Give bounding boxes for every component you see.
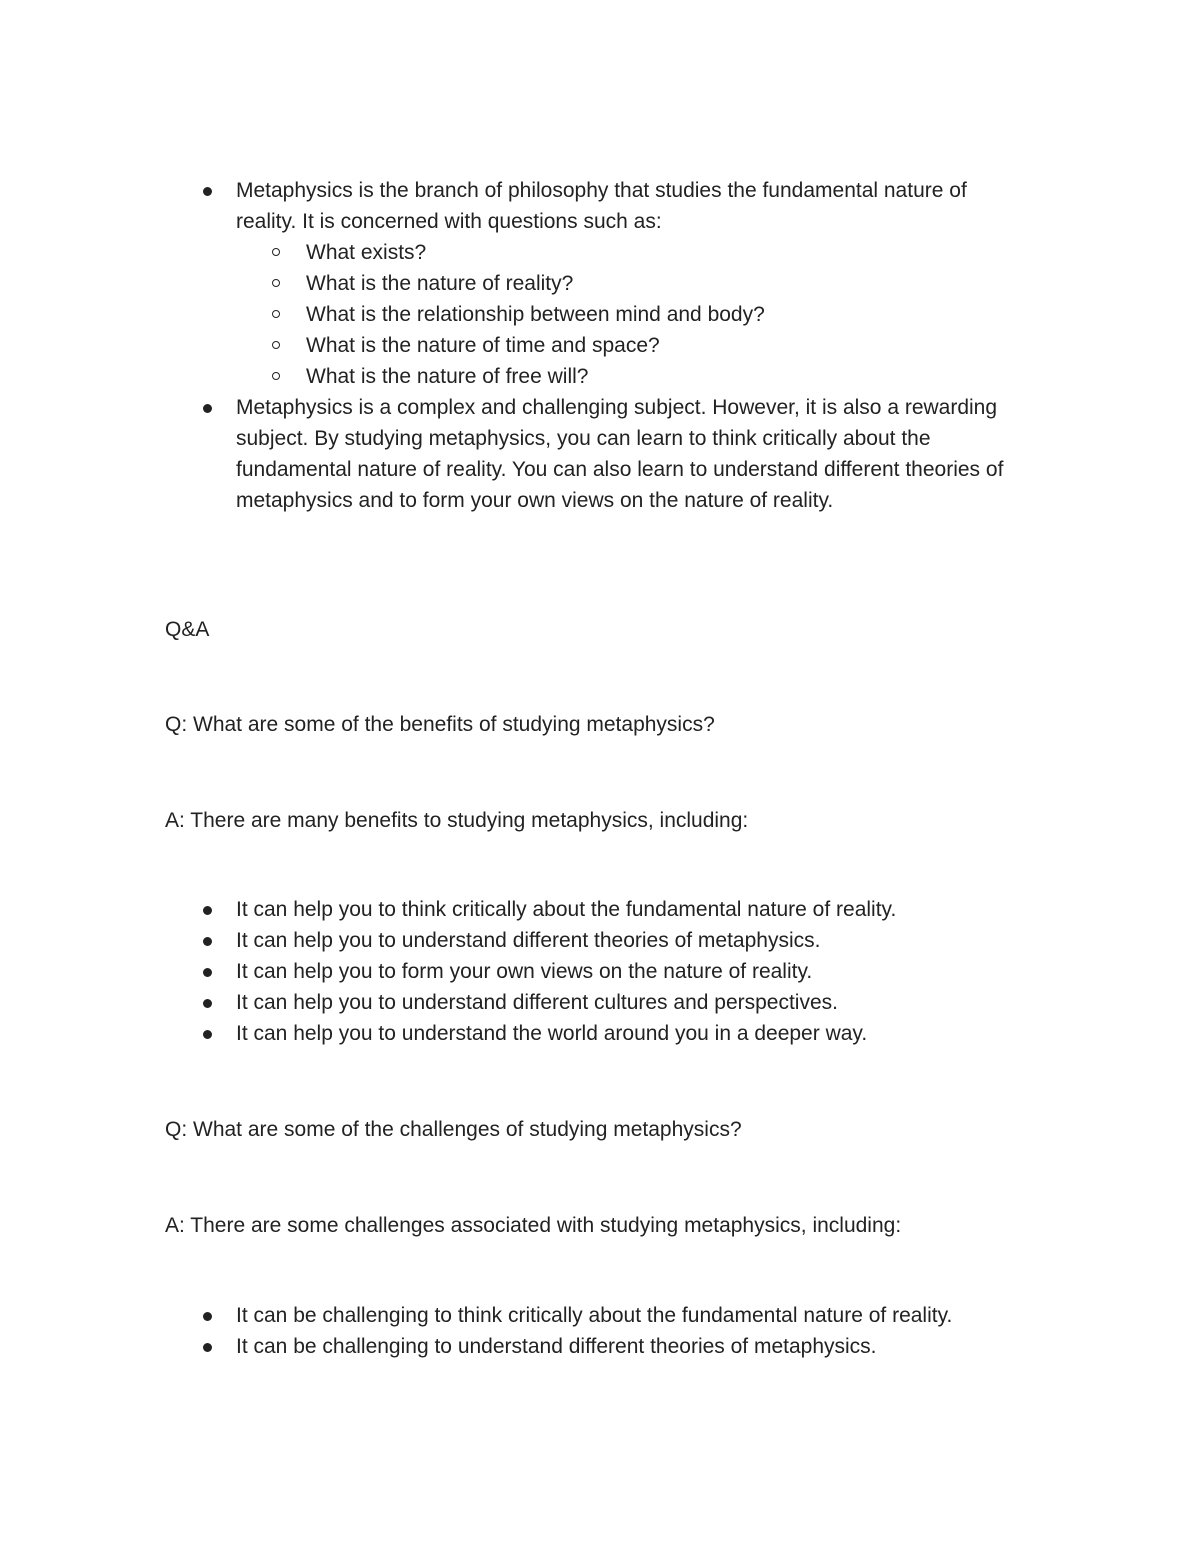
qa-heading: Q&A (165, 618, 210, 641)
sublist-item (236, 237, 1025, 268)
challenge-item-text: It can be challenging to think critically about the fundamental nature of reality. (236, 1304, 953, 1327)
filled-bullet-icon (203, 187, 212, 196)
benefit-item-text: It can help you to form your own views on the nature of reality. (236, 960, 813, 983)
challenge-item (165, 1300, 1025, 1331)
hollow-bullet-icon (272, 248, 280, 256)
intro-item-text: Metaphysics is a complex and challenging subject. However, it is also a rewarding subject. By studying metaphysics, you can learn to think critically about the fundamental nature of reality. You can also learn to understand different theories of metaphysics and to form your own views on the nature of reality. (236, 396, 1004, 512)
question-sublist (236, 237, 1025, 392)
sublist-item-text: What is the nature of time and space? (306, 334, 660, 357)
benefit-item-text: It can help you to understand different cultures and perspectives. (236, 991, 838, 1014)
answer-text: A: There are many benefits to studying metaphysics, including: (165, 809, 749, 832)
benefit-item (165, 956, 1025, 987)
question-text: Q: What are some of the challenges of studying metaphysics? (165, 1118, 742, 1141)
challenge-item (165, 1331, 1025, 1362)
sublist-item (236, 268, 1025, 299)
filled-bullet-icon (203, 999, 212, 1008)
question-block (165, 1114, 1025, 1145)
intro-list (165, 175, 1025, 516)
intro-item-text: Metaphysics is the branch of philosophy that studies the fundamental nature of reality. It is concerned with questions such as: (236, 179, 967, 233)
filled-bullet-icon (203, 906, 212, 915)
benefits-list (165, 894, 1025, 1049)
answer-block (165, 1210, 1025, 1241)
question-text: Q: What are some of the benefits of studying metaphysics? (165, 713, 715, 736)
sublist-item-text: What is the nature of reality? (306, 272, 574, 295)
filled-bullet-icon (203, 1343, 212, 1352)
benefit-item-text: It can help you to understand different theories of metaphysics. (236, 929, 821, 952)
answer-text: A: There are some challenges associated with studying metaphysics, including: (165, 1214, 902, 1237)
sublist-item-text: What is the nature of free will? (306, 365, 589, 388)
hollow-bullet-icon (272, 310, 280, 318)
benefit-item (165, 894, 1025, 925)
benefit-item-text: It can help you to think critically about the fundamental nature of reality. (236, 898, 897, 921)
filled-bullet-icon (203, 968, 212, 977)
intro-section (165, 175, 1025, 516)
benefit-item-text: It can help you to understand the world around you in a deeper way. (236, 1022, 868, 1045)
sublist-item (236, 361, 1025, 392)
challenges-section (165, 1300, 1025, 1362)
sublist-item-text: What exists? (306, 241, 427, 264)
hollow-bullet-icon (272, 372, 280, 380)
qa-heading-block (165, 614, 1025, 645)
filled-bullet-icon (203, 937, 212, 946)
hollow-bullet-icon (272, 341, 280, 349)
challenges-list (165, 1300, 1025, 1362)
filled-bullet-icon (203, 1312, 212, 1321)
benefit-item (165, 987, 1025, 1018)
filled-bullet-icon (203, 404, 212, 413)
answer-block (165, 805, 1025, 836)
sublist-item (236, 299, 1025, 330)
sublist-item (236, 330, 1025, 361)
benefit-item (165, 925, 1025, 956)
sublist-item-text: What is the relationship between mind and body? (306, 303, 765, 326)
hollow-bullet-icon (272, 279, 280, 287)
benefit-item (165, 1018, 1025, 1049)
intro-list-item (165, 175, 1025, 392)
benefits-section (165, 894, 1025, 1049)
filled-bullet-icon (203, 1030, 212, 1039)
intro-list-item (165, 392, 1025, 516)
challenge-item-text: It can be challenging to understand different theories of metaphysics. (236, 1335, 877, 1358)
question-block (165, 709, 1025, 740)
